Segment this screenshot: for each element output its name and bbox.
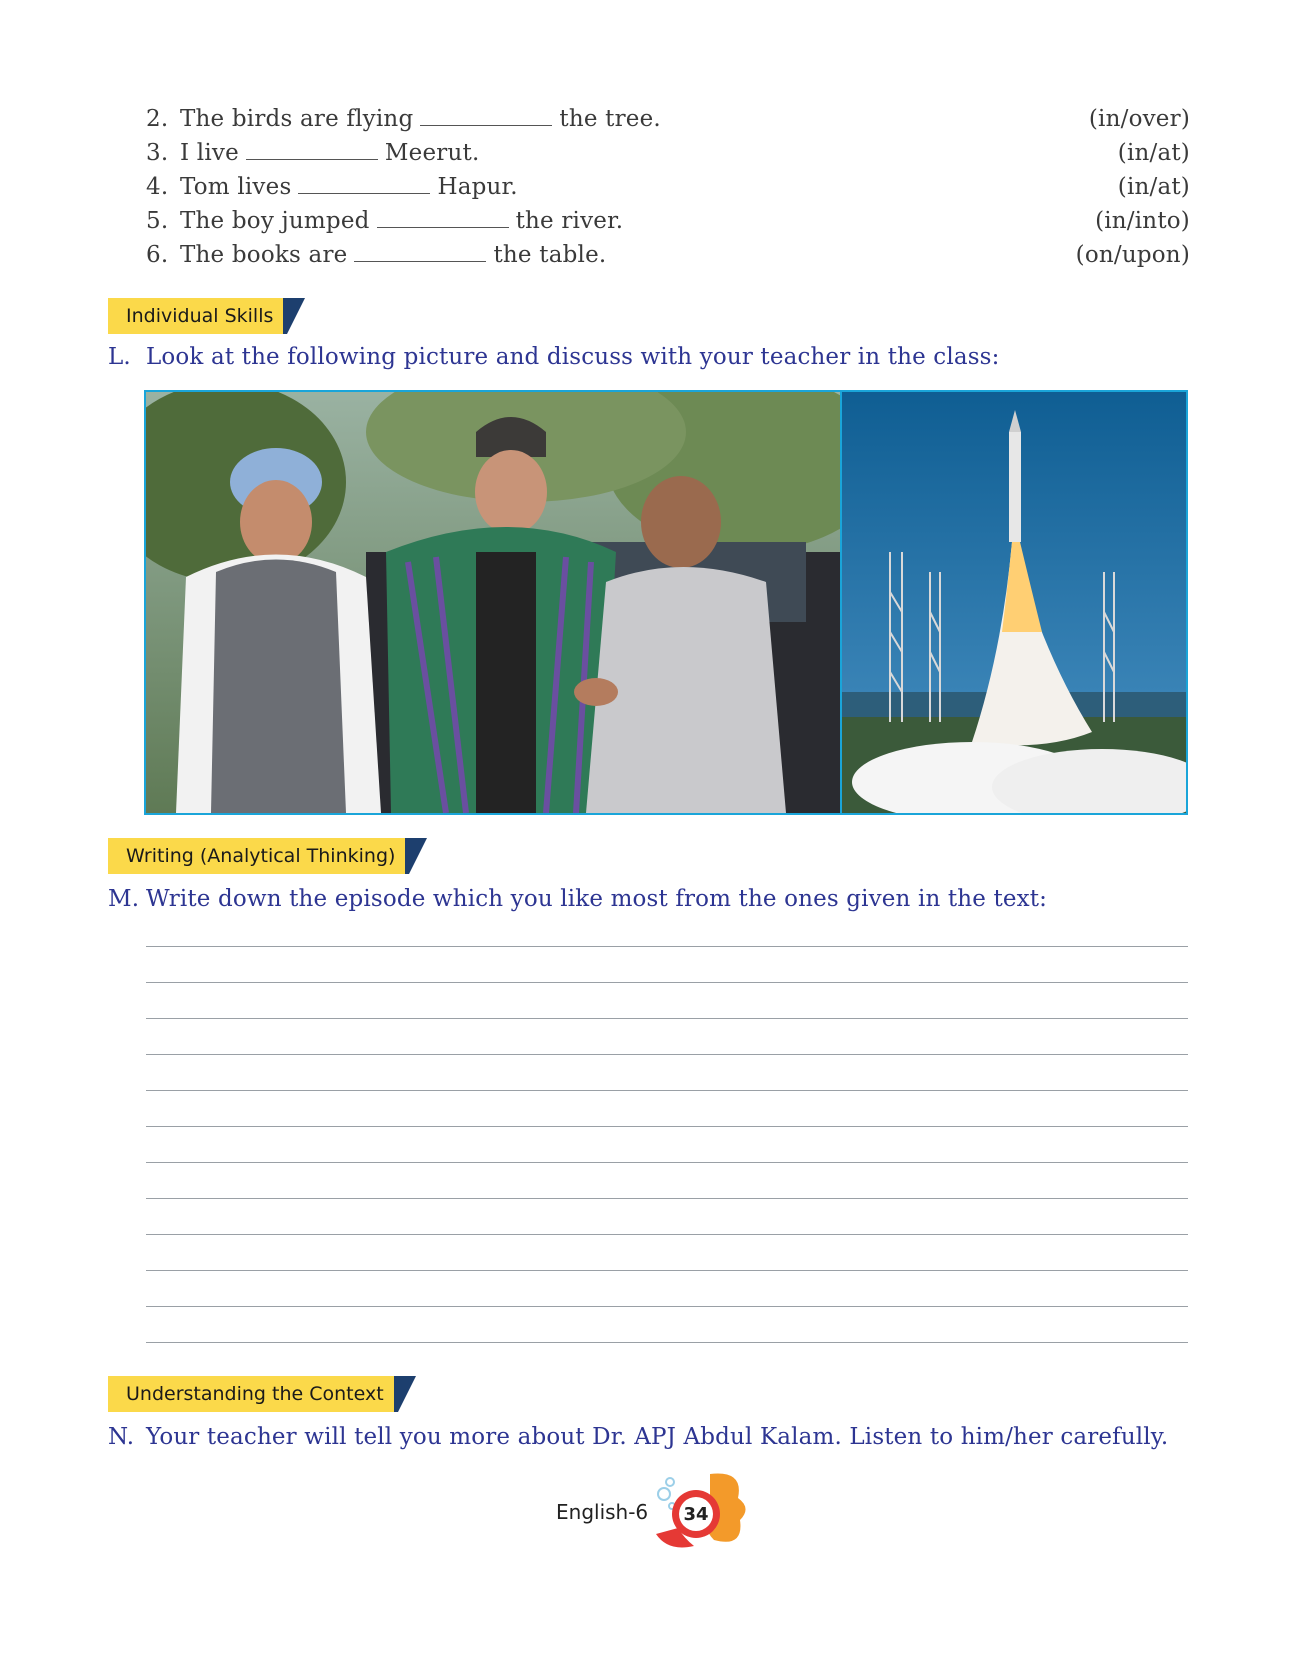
book-title: English-6 xyxy=(556,1500,649,1524)
row-text-before: The birds are flying xyxy=(180,106,414,132)
answer-writing-line[interactable] xyxy=(146,946,1188,947)
row-number: 6. xyxy=(146,242,169,268)
question-text: Your teacher will tell you more about Dr. APJ Abdul Kalam. Listen to him/her carefully. xyxy=(146,1424,1169,1450)
answer-writing-line[interactable] xyxy=(146,1126,1188,1127)
question-letter: N. xyxy=(108,1424,135,1450)
row-options: (in/over) xyxy=(1088,106,1190,132)
row-number: 2. xyxy=(146,106,169,132)
section-header-label: Individual Skills xyxy=(108,298,283,334)
answer-writing-line[interactable] xyxy=(146,1342,1188,1343)
exercise-row xyxy=(146,174,1190,204)
answer-blank[interactable] xyxy=(420,107,552,126)
answer-blank[interactable] xyxy=(246,141,378,160)
leaders-photo xyxy=(146,392,842,813)
question-text: Write down the episode which you like most from the ones given in the text: xyxy=(146,886,1048,912)
answer-blank[interactable] xyxy=(298,175,430,194)
question-n xyxy=(108,1424,1168,1450)
row-options: (on/upon) xyxy=(1075,242,1190,268)
row-text-after: the table. xyxy=(493,242,607,268)
row-number: 4. xyxy=(146,174,169,200)
row-options: (in/into) xyxy=(1095,208,1190,234)
answer-writing-line[interactable] xyxy=(146,1306,1188,1307)
answer-writing-line[interactable] xyxy=(146,1198,1188,1199)
exercise-row xyxy=(146,242,1190,272)
section-header-context xyxy=(108,1376,416,1412)
answer-blank[interactable] xyxy=(354,243,486,262)
row-text-after: the tree. xyxy=(559,106,661,132)
exercise-row xyxy=(146,208,1190,238)
row-text-after: Meerut. xyxy=(384,140,480,166)
answer-writing-line[interactable] xyxy=(146,1090,1188,1091)
exercise-row xyxy=(146,106,1190,136)
header-flag-icon xyxy=(394,1376,416,1412)
row-options: (in/at) xyxy=(1117,174,1190,200)
row-text-before: The boy jumped xyxy=(180,208,370,234)
answer-writing-line[interactable] xyxy=(146,1162,1188,1163)
photo-frame xyxy=(144,390,1188,815)
answer-writing-line[interactable] xyxy=(146,1018,1188,1019)
rocket-launch-photo xyxy=(842,392,1186,813)
row-number: 3. xyxy=(146,140,169,166)
row-text-before: I live xyxy=(180,140,239,166)
section-header-label: Understanding the Context xyxy=(108,1376,394,1412)
row-text-after: the river. xyxy=(515,208,624,234)
section-header-label: Writing (Analytical Thinking) xyxy=(108,838,405,874)
row-text-before: Tom lives xyxy=(180,174,292,200)
question-l xyxy=(108,344,1000,370)
answer-writing-line[interactable] xyxy=(146,1270,1188,1271)
answer-blank[interactable] xyxy=(377,209,509,228)
header-flag-icon xyxy=(283,298,305,334)
answer-writing-line[interactable] xyxy=(146,1234,1188,1235)
row-number: 5. xyxy=(146,208,169,234)
leaders-photo-illustration xyxy=(146,392,840,813)
question-m xyxy=(108,886,1047,912)
answer-writing-line[interactable] xyxy=(146,982,1188,983)
answer-writing-line[interactable] xyxy=(146,1054,1188,1055)
section-header-individual-skills xyxy=(108,298,305,334)
question-letter: L. xyxy=(108,344,131,370)
row-text-before: The books are xyxy=(180,242,348,268)
question-letter: M. xyxy=(108,886,140,912)
row-options: (in/at) xyxy=(1117,140,1190,166)
rocket-launch-illustration xyxy=(842,392,1186,813)
question-text: Look at the following picture and discuss with your teacher in the class: xyxy=(146,344,1000,370)
header-flag-icon xyxy=(405,838,427,874)
exercise-row xyxy=(146,140,1190,170)
section-header-writing xyxy=(108,838,427,874)
page-number: 34 xyxy=(683,1504,709,1525)
row-text-after: Hapur. xyxy=(437,174,518,200)
